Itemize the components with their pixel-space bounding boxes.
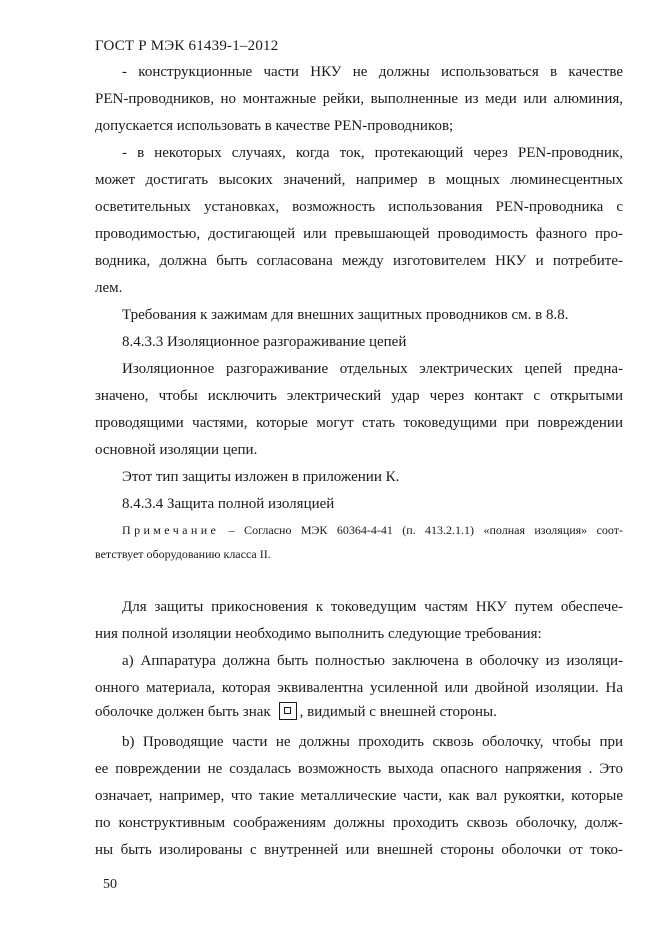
text-line: ния полной изоляции необходимо выполнить следующие требования:	[95, 626, 542, 642]
section-heading: 8.4.3.4 Защита полной изоляцией	[122, 496, 335, 512]
note-line: ветствует оборудованию класса II.	[95, 547, 271, 561]
text-line: PEN-проводников, но монтажные рейки, выполненные из меди или алюминия,	[95, 91, 623, 107]
document-header: ГОСТ Р МЭК 61439-1–2012	[95, 38, 279, 54]
text-line: означает, например, что такие металлические части, как вал рукоятки, которые	[95, 788, 623, 804]
page-number: 50	[103, 877, 117, 892]
text-line: онного материала, которая эквивалентна усиленной или двойной изоляции. На	[95, 680, 623, 696]
text-line: - в некоторых случаях, когда ток, протекающий через PEN-проводник,	[122, 145, 623, 161]
note-label: Примечание	[122, 523, 220, 537]
text-line: Для защиты прикосновения к токоведущим частям НКУ путем обеспече-	[122, 599, 623, 615]
text-line: допускается использовать в качестве PEN-проводников;	[95, 118, 454, 134]
text-line: проводимостью, достигающей или превышающей проводимость фазного про-	[95, 226, 623, 242]
text-fragment: , видимый с внешней стороны.	[299, 704, 497, 720]
text-line: - конструкционные части НКУ не должны использоваться в качестве	[122, 64, 623, 80]
text-line: Требования к зажимам для внешних защитных проводников см. в 8.8.	[122, 307, 569, 323]
double-insulation-sign-icon	[279, 702, 297, 720]
text-fragment: оболочке должен быть знак	[95, 704, 271, 720]
text-line: проводящими частями, которые могут стать токоведущими при повреждении	[95, 415, 623, 431]
note-text: – Согласно МЭК 60364-4-41 (п. 413.2.1.1) «полная изоляция» соот-	[228, 523, 623, 537]
text-line: водника, должна быть согласована между изготовителем НКУ и потребите-	[95, 253, 623, 269]
text-line	[95, 702, 623, 726]
text-line: может достигать высоких значений, например в мощных люминесцентных	[95, 172, 623, 188]
text-line: основной изоляции цепи.	[95, 442, 258, 458]
text-line: лем.	[95, 280, 123, 296]
text-line: осветительных установках, возможность использования PEN-проводника с	[95, 199, 623, 215]
section-heading: 8.4.3.3 Изоляционное разгораживание цепей	[122, 334, 407, 350]
text-line: b) Проводящие части не должны проходить сквозь оболочку, чтобы при	[122, 734, 623, 750]
text-line: a) Аппаратура должна быть полностью заключена в оболочку из изоляци-	[122, 653, 623, 669]
note-line	[122, 520, 623, 540]
text-line: по конструктивным соображениям должны проходить сквозь оболочку, долж-	[95, 815, 623, 831]
text-line: ны быть изолированы с внутренней или внешней стороны оболочки от токо-	[95, 842, 623, 858]
double-insulation-inner-square	[284, 707, 291, 714]
text-line: значено, чтобы исключить электрический удар через контакт с открытыми	[95, 388, 623, 404]
text-line: Этот тип защиты изложен в приложении К.	[122, 469, 400, 485]
text-line: Изоляционное разгораживание отдельных электрических цепей предна-	[122, 361, 623, 377]
text-line: ее повреждении не создалась возможность выхода опасного напряжения . Это	[95, 761, 623, 777]
